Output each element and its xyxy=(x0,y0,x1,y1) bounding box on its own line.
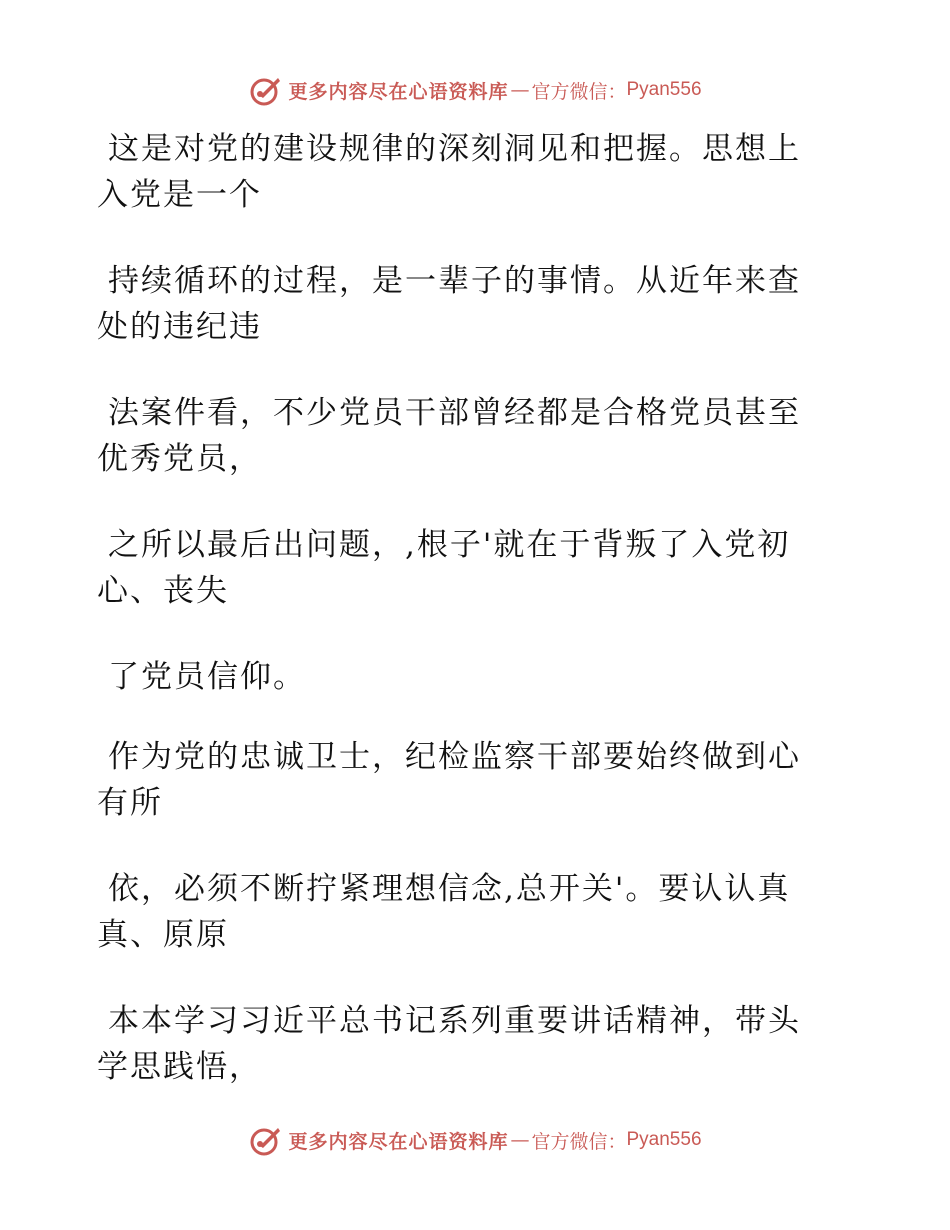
banner-separator: — xyxy=(510,79,530,101)
text-line: 处的违纪违 xyxy=(97,309,262,345)
text-line: 真、原原 xyxy=(97,917,229,953)
document-body xyxy=(97,126,837,1130)
text-line: 依，必须不断拧紧理想信念,总开关'。要认认真 xyxy=(108,871,791,907)
banner-wechat-id: Pyan556 xyxy=(626,1129,702,1150)
header-banner xyxy=(0,70,950,110)
text-line: 心、丧失 xyxy=(97,573,229,609)
text-line: 优秀党员， xyxy=(97,441,262,477)
quill-logo-icon xyxy=(248,72,284,108)
quill-logo-icon xyxy=(248,1122,284,1158)
banner-separator: — xyxy=(510,1129,530,1151)
text-line: 学思践悟， xyxy=(97,1049,262,1085)
paragraph xyxy=(97,734,837,826)
paragraph xyxy=(97,654,837,700)
text-line: 入党是一个 xyxy=(97,177,262,213)
paragraph xyxy=(97,126,837,218)
text-line: 之所以最后出问题，,根子'就在于背叛了入党初 xyxy=(108,527,791,563)
banner-text: 更多内容尽在心语资料库 xyxy=(288,80,509,103)
banner-wechat-id: Pyan556 xyxy=(626,79,702,100)
text-line: 法案件看，不少党员干部曾经都是合格党员甚至 xyxy=(108,395,801,431)
paragraph xyxy=(97,998,837,1090)
footer-banner xyxy=(0,1120,950,1160)
paragraph xyxy=(97,390,837,482)
text-line: 本本学习习近平总书记系列重要讲话精神，带头 xyxy=(108,1003,801,1039)
paragraph xyxy=(97,866,837,958)
paragraph xyxy=(97,522,837,614)
text-line: 持续循环的过程，是一辈子的事情。从近年来查 xyxy=(108,263,801,299)
text-line: 了党员信仰。 xyxy=(108,659,306,695)
text-line: 作为党的忠诚卫士，纪检监察干部要始终做到心 xyxy=(108,739,801,775)
paragraph xyxy=(97,258,837,350)
text-line: 这是对党的建设规律的深刻洞见和把握。思想上 xyxy=(108,131,801,167)
text-line: 有所 xyxy=(97,785,163,821)
banner-wechat-label: 官方微信： xyxy=(531,1130,627,1153)
banner-text: 更多内容尽在心语资料库 xyxy=(288,1130,509,1153)
banner-wechat-label: 官方微信： xyxy=(531,80,627,103)
